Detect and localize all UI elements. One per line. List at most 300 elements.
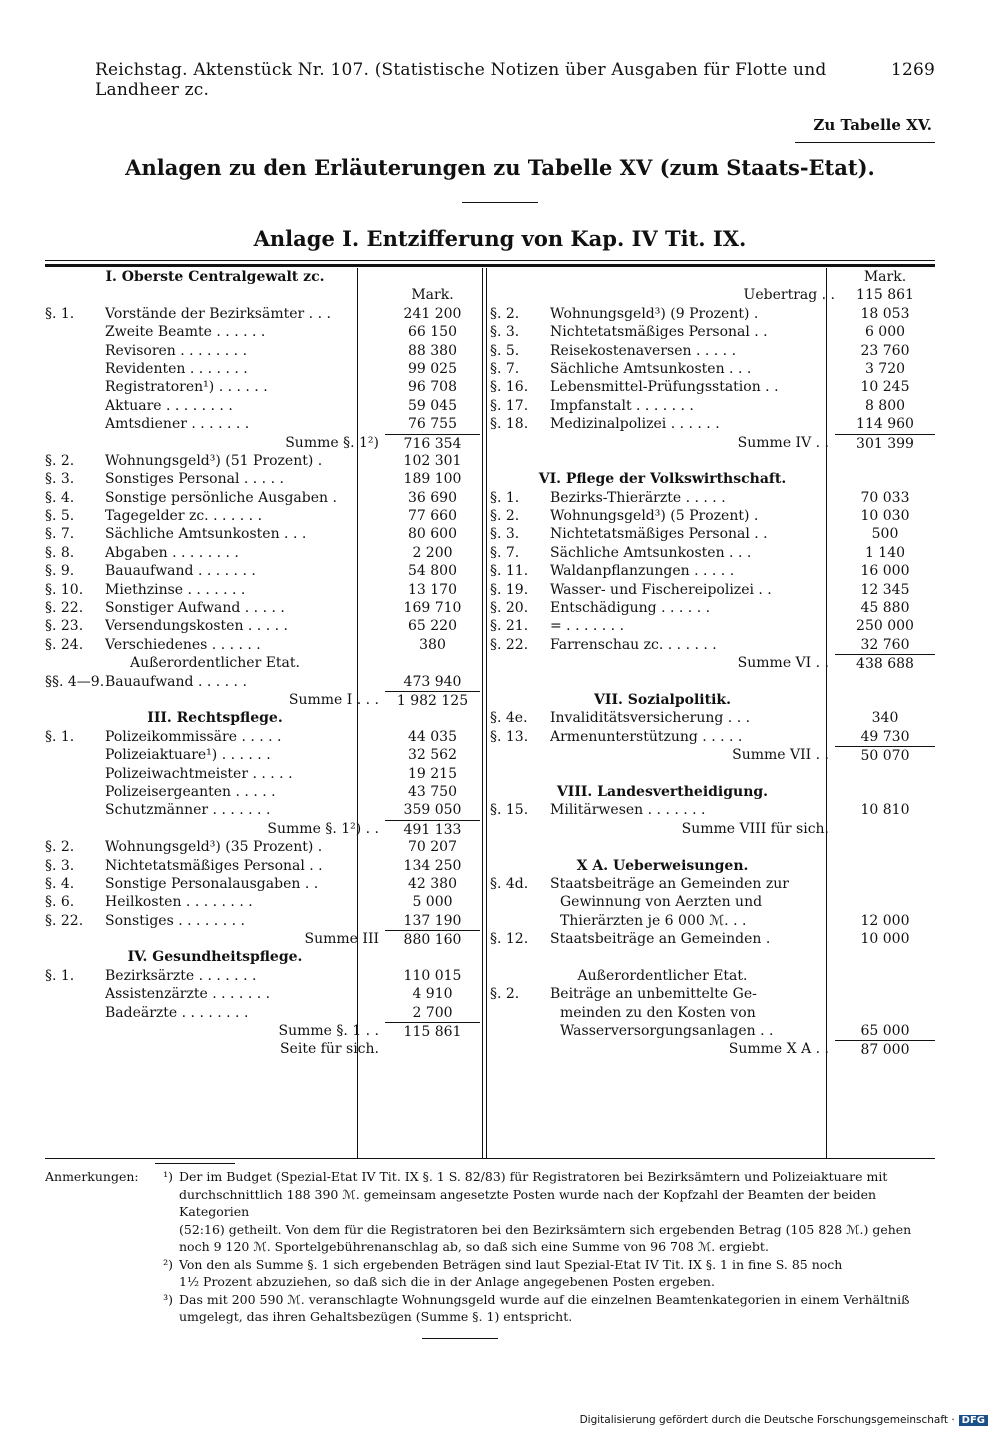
paragraph-number: §. 5. (45, 508, 75, 525)
amount-cell: 10 810 (860, 802, 910, 819)
table-row (45, 599, 480, 617)
table-row (45, 617, 480, 635)
page-number: 1269 (890, 60, 935, 80)
table-row (45, 838, 480, 856)
sum-amount: 50 070 (835, 746, 935, 764)
amount-cell: 99 025 (408, 360, 457, 377)
divider (422, 1338, 498, 1339)
item-label: Reisekostenaversen . . . . . (550, 342, 737, 359)
amount-cell: 16 000 (860, 563, 910, 580)
amount-cell: 169 710 (403, 600, 462, 617)
amount-cell: 250 000 (856, 618, 914, 635)
table-row (45, 912, 480, 930)
spacer (490, 838, 835, 856)
table-row (490, 948, 935, 966)
page-subtitle: Anlage I. Entzifferung von Kap. IV Tit. IX. (253, 226, 747, 251)
paragraph-number (45, 1004, 105, 1022)
table-row (45, 397, 480, 415)
column-divider (482, 268, 487, 1158)
paragraph-number (45, 801, 105, 819)
amount-cell: 36 690 (408, 489, 457, 506)
amount-cell: 65 220 (408, 618, 457, 635)
amount-cell: 70 033 (860, 489, 910, 506)
paragraph-number: §. 10. (45, 581, 84, 598)
amount-cell: 49 730 (860, 728, 910, 745)
paragraph-number: §. 5. (490, 342, 520, 359)
amount-cell: 32 760 (860, 636, 910, 653)
item-label: Wasserversorgungsanlagen . . (560, 1023, 774, 1040)
paragraph-number: §. 3. (45, 471, 75, 488)
amount-cell: 134 250 (403, 857, 462, 874)
paragraph-number (490, 912, 550, 930)
paragraph-number: §. 8. (45, 544, 75, 561)
item-label: Wohnungsgeld³) (5 Prozent) . (550, 508, 759, 525)
table-row (45, 783, 480, 801)
table-row (45, 434, 480, 452)
table-row (490, 581, 935, 599)
amount-cell: 77 660 (408, 508, 457, 525)
amount-cell: 5 000 (412, 894, 453, 911)
table-row (490, 912, 935, 930)
table-rule (45, 264, 935, 267)
sum-amount: 491 133 (385, 820, 480, 838)
amount-cell: 1 140 (864, 544, 906, 561)
table-row (490, 489, 935, 507)
amount-cell (835, 691, 935, 709)
table-row (490, 801, 935, 819)
amount-cell: 43 750 (408, 783, 457, 800)
amount-cell: 10 030 (860, 508, 910, 525)
footnote-text: durchschnittlich 188 390 ℳ. gemeinsam angesetzte Posten wurde nach der Kopfzahl der Beamten der beiden Kategorien (179, 1186, 877, 1219)
amount-cell: 32 562 (408, 747, 457, 764)
amount-cell (835, 985, 935, 1003)
amount-cell: 4 910 (412, 986, 453, 1003)
amount-cell: 110 015 (403, 967, 462, 984)
paragraph-number (45, 746, 105, 764)
amount-cell (835, 967, 935, 985)
paragraph-number: §. 1. (45, 728, 75, 745)
table-row (490, 967, 935, 985)
table-row (45, 305, 480, 323)
divider (795, 142, 935, 143)
table-row (45, 673, 480, 691)
section-heading: III. Rechtspflege. (147, 710, 283, 727)
table-row (490, 470, 935, 488)
amount-cell: 2 700 (412, 1004, 453, 1021)
spacer (490, 452, 835, 470)
sum-label: Summe X A . . (728, 1041, 829, 1058)
item-label: Bezirks-Thierärzte . . . . . (550, 489, 726, 506)
paragraph-number: §. 18. (490, 416, 529, 433)
amount-cell (835, 893, 935, 911)
item-label: Militärwesen . . . . . . . (550, 802, 706, 819)
footnote-text: Das mit 200 590 ℳ. veranschlagte Wohnungsgeld wurde auf die einzelnen Beamtenkategorien in einem Verhältniß (179, 1291, 910, 1307)
right-column (490, 268, 935, 1059)
amount-cell (835, 765, 935, 783)
paragraph-number (490, 286, 550, 304)
table-row (45, 378, 480, 396)
table-row (45, 654, 480, 672)
spacer (490, 268, 835, 286)
paragraph-number: §. 22. (45, 600, 84, 617)
table-row (490, 360, 935, 378)
footnote-label (45, 1291, 155, 1309)
amount-cell (835, 838, 935, 856)
spacer (490, 765, 835, 783)
table-row (490, 820, 935, 838)
paragraph-number: §. 3. (490, 324, 520, 341)
item-label: Entschädigung . . . . . . (550, 600, 711, 617)
table-row (490, 268, 935, 286)
table-row (45, 1040, 480, 1058)
footnote-text: Der im Budget (Spezial-Etat IV Tit. IX §. 1 S. 82/83) für Registratoren bei Bezirksämtern und Polizeiaktuare mit (179, 1169, 888, 1184)
item-label: Nichtetatsmäßiges Personal . . (550, 526, 768, 543)
amount-cell: 12 000 (860, 912, 910, 929)
paragraph-number (45, 397, 105, 415)
paragraph-number: §. 2. (490, 986, 520, 1003)
section-heading: IV. Gesundheitspflege. (127, 949, 303, 966)
paragraph-number: §. 12. (490, 931, 529, 948)
table-row (490, 286, 935, 304)
amount-cell: 12 345 (860, 581, 910, 598)
item-label: Nichtetatsmäßiges Personal . . (550, 324, 768, 341)
footnote-number: ²) (163, 1256, 173, 1272)
table-row (490, 305, 935, 323)
paragraph-number: §. 22. (45, 912, 84, 929)
table-row (490, 452, 935, 470)
item-label: Lebensmittel-Prüfungsstation . . (550, 379, 779, 396)
amount-cell: 10 000 (860, 931, 910, 948)
sum-amount (835, 820, 935, 838)
table-row (490, 599, 935, 617)
amount-cell: 23 760 (860, 342, 910, 359)
dfg-logo: DFG (959, 1415, 988, 1426)
table-row (45, 820, 480, 838)
amount-cell: 44 035 (408, 728, 457, 745)
item-label: Sächliche Amtsunkosten . . . (550, 360, 752, 377)
sum-amount: 301 399 (835, 434, 935, 452)
section-heading: VII. Sozialpolitik. (594, 691, 731, 708)
footnote-line (45, 1308, 940, 1326)
table-row (45, 636, 480, 654)
amount-cell: 66 150 (408, 324, 457, 341)
section-heading: I. Oberste Centralgewalt zc. (105, 269, 325, 285)
paragraph-number (45, 415, 105, 433)
sum-label: Summe §. 1 . . (278, 1023, 379, 1040)
amount-cell (385, 268, 480, 286)
table-row (490, 673, 935, 691)
table-row (45, 1022, 480, 1040)
item-label: Uebertrag . . (743, 287, 835, 304)
item-label: Staatsbeiträge an Gemeinden zur (550, 875, 789, 892)
table-row (45, 948, 480, 966)
paragraph-number: §. 4d. (490, 875, 529, 892)
item-label: Beiträge an unbemittelte Ge- (550, 986, 757, 1003)
sum-amount (385, 1040, 480, 1058)
table-row (45, 470, 480, 488)
header-title: Reichstag. Aktenstück Nr. 107. (Statistische Notizen über Ausgaben für Flotte und Landheer zc. (95, 60, 827, 100)
footnote-number (155, 1186, 179, 1221)
footnote-label (45, 1273, 155, 1291)
amount-cell: 102 301 (403, 452, 462, 469)
table-row (45, 765, 480, 783)
footnote-line (45, 1186, 940, 1221)
table-row (490, 544, 935, 562)
item-label: Zweite Beamte . . . . . . (105, 324, 266, 341)
paragraph-number: §. 7. (45, 526, 75, 543)
table-rule (45, 1158, 935, 1159)
table-row (45, 728, 480, 746)
sum-label: Summe IV . . (737, 434, 829, 451)
paragraph-number (490, 893, 550, 911)
item-label: Sonstiges Personal . . . . . (105, 471, 284, 488)
amount-cell: 59 045 (408, 397, 457, 414)
paragraph-number: §. 3. (45, 857, 75, 874)
table-row (490, 636, 935, 654)
table-row (490, 562, 935, 580)
table-row (490, 1040, 935, 1058)
paragraph-number (490, 1004, 550, 1022)
spacer (490, 673, 835, 691)
table-row (45, 360, 480, 378)
footnote-line (45, 1291, 940, 1309)
item-label: Aktuare . . . . . . . . (105, 397, 233, 414)
amount-cell: 18 053 (860, 305, 910, 322)
footnote-label (45, 1256, 155, 1274)
table-row (45, 875, 480, 893)
sum-amount: 115 861 (385, 1022, 480, 1040)
sum-label: Summe III (304, 931, 379, 948)
amount-cell (835, 948, 935, 966)
paragraph-number: §. 2. (45, 452, 75, 469)
footnote-line (45, 1221, 940, 1239)
item-label: Waldanpflanzungen . . . . . (550, 563, 735, 580)
sum-amount: 716 354 (385, 434, 480, 452)
paragraph-number: §. 17. (490, 397, 529, 414)
section-heading: VIII. Landesvertheidigung. (556, 783, 769, 800)
amount-cell: 3 720 (864, 360, 906, 377)
sum-amount: 438 688 (835, 654, 935, 672)
table-row (45, 1004, 480, 1022)
item-label: Wohnungsgeld³) (51 Prozent) . (105, 452, 323, 469)
item-label: = . . . . . . . (550, 618, 625, 635)
sum-amount: 1 982 125 (385, 691, 480, 709)
item-label: Tagegelder zc. . . . . . . (105, 508, 263, 525)
table-row (45, 709, 480, 727)
paragraph-number: §. 3. (490, 526, 520, 543)
item-label: Sächliche Amtsunkosten . . . (105, 526, 307, 543)
item-label: Armenunterstützung . . . . . (550, 728, 743, 745)
amount-cell: 80 600 (408, 526, 457, 543)
table-row (45, 893, 480, 911)
table-row (45, 507, 480, 525)
footnote-label (45, 1238, 155, 1256)
table-row (490, 875, 935, 893)
table-row (490, 728, 935, 746)
amount-cell: 340 (871, 710, 899, 727)
item-label: Sonstiger Aufwand . . . . . (105, 600, 285, 617)
paragraph-number (45, 378, 105, 396)
table-row (490, 783, 935, 801)
amount-cell (835, 470, 935, 488)
paragraph-number (45, 985, 105, 1003)
item-label: Revidenten . . . . . . . (105, 360, 248, 377)
paragraph-number: §. 4. (45, 489, 75, 506)
page-title: Anlagen zu den Erläuterungen zu Tabelle XV (zum Staats-Etat). (125, 155, 875, 180)
table-row (490, 985, 935, 1003)
amount-cell (835, 857, 935, 875)
sum-label: Summe §. 1²) . . (267, 820, 379, 837)
sum-label: Summe §. 1²) (285, 434, 379, 451)
table-row (490, 857, 935, 875)
item-label: Amtsdiener . . . . . . . (105, 416, 250, 433)
item-label: Bauaufwand . . . . . . . (105, 563, 256, 580)
amount-cell: 10 245 (860, 379, 910, 396)
item-label: Registratoren¹) . . . . . . (105, 379, 268, 396)
item-label: Verschiedenes . . . . . . (105, 636, 261, 653)
table-row (490, 838, 935, 856)
unit-header: Mark. (411, 287, 454, 304)
paragraph-number: §. 15. (490, 802, 529, 819)
amount-cell: 115 861 (856, 287, 914, 304)
paragraph-number (45, 342, 105, 360)
item-label: Impfanstalt . . . . . . . (550, 397, 694, 414)
footnote-number (155, 1221, 179, 1239)
footnote-text: (52:16) getheilt. Von dem für die Registratoren bei den Bezirksämtern sich ergebenden Betrag (105 828 ℳ.) gehen (179, 1221, 912, 1237)
table-row (45, 268, 480, 286)
table-row (45, 525, 480, 543)
amount-cell (835, 1004, 935, 1022)
item-label: Wasser- und Fischereipolizei . . (550, 581, 772, 598)
amount-cell: 6 000 (864, 324, 906, 341)
paragraph-number: §. 21. (490, 618, 529, 635)
table-row (45, 415, 480, 433)
item-label: Bezirksärzte . . . . . . . (105, 967, 257, 984)
paragraph-number: §. 4e. (490, 710, 528, 727)
amount-cell: 500 (871, 526, 899, 543)
footer (580, 1414, 988, 1426)
footnote-number (155, 1273, 179, 1291)
sum-label: Summe I . . . (288, 691, 379, 708)
footnotes (45, 1168, 940, 1326)
table-rule (45, 260, 935, 261)
amount-cell (385, 654, 480, 672)
divider (462, 202, 538, 203)
paragraph-number (45, 323, 105, 341)
amount-cell: 45 880 (860, 600, 910, 617)
item-label: Polizeisergeanten . . . . . (105, 783, 276, 800)
table-row (45, 286, 480, 304)
footnote-rule (155, 1163, 235, 1164)
sum-label: Summe VI . . (737, 655, 829, 672)
table-row (45, 323, 480, 341)
amount-cell (385, 709, 480, 727)
section-heading: Außerordentlicher Etat. (130, 655, 300, 672)
left-column (45, 268, 480, 1059)
item-label: Thierärzten je 6 000 ℳ. . . (560, 912, 747, 929)
paragraph-number (490, 1022, 550, 1040)
table-row (45, 746, 480, 764)
table-row (490, 746, 935, 764)
paragraph-number (45, 360, 105, 378)
amount-cell: 70 207 (408, 839, 457, 856)
running-header (95, 60, 935, 100)
table-row (45, 985, 480, 1003)
paragraph-number: §§. 4—9. (45, 673, 105, 690)
paragraph-number: §. 22. (490, 636, 529, 653)
sum-label: Summe VIII für sich. (681, 820, 829, 837)
footnote-label (45, 1308, 155, 1326)
table-row (490, 378, 935, 396)
footnote-line (45, 1238, 940, 1256)
amount-cell (835, 875, 935, 893)
amount-cell: 88 380 (408, 342, 457, 359)
paragraph-number: §. 1. (45, 305, 75, 322)
table-row (490, 434, 935, 452)
footnote-line (45, 1273, 940, 1291)
table-row (45, 544, 480, 562)
sum-label: Summe VII . . (732, 747, 829, 764)
table-row (490, 930, 935, 948)
amount-cell: 13 170 (408, 581, 457, 598)
table-row (45, 342, 480, 360)
paragraph-number: §. 11. (490, 563, 529, 580)
item-label: Abgaben . . . . . . . . (105, 544, 239, 561)
table-row (490, 507, 935, 525)
amount-cell: 65 000 (860, 1023, 910, 1040)
item-label: Miethzinse . . . . . . . (105, 581, 246, 598)
paragraph-number: §. 9. (45, 563, 75, 580)
table-row (490, 893, 935, 911)
paragraph-number: §. 2. (490, 508, 520, 525)
sum-amount: 87 000 (835, 1040, 935, 1058)
paragraph-number: §. 16. (490, 379, 529, 396)
table-row (490, 654, 935, 672)
paragraph-number: §. 23. (45, 618, 84, 635)
amount-cell (385, 948, 480, 966)
paragraph-number: §. 4. (45, 875, 75, 892)
amount-cell (835, 452, 935, 470)
item-label: Sächliche Amtsunkosten . . . (550, 544, 752, 561)
amount-cell: 42 380 (408, 875, 457, 892)
footnote-number: ³) (163, 1291, 173, 1307)
item-label: Vorstände der Bezirksämter . . . (105, 305, 331, 322)
item-label: Farrenschau zc. . . . . . . (550, 636, 717, 653)
footnote-label (45, 1221, 155, 1239)
table-row (490, 342, 935, 360)
footnote-line (45, 1256, 940, 1274)
spacer (490, 948, 835, 966)
amount-cell: 2 200 (412, 544, 453, 561)
item-label: Sonstige persönliche Ausgaben . (105, 489, 337, 506)
footer-text: Digitalisierung gefördert durch die Deutsche Forschungsgemeinschaft · (579, 1414, 955, 1426)
amount-cell: 76 755 (408, 416, 457, 433)
amount-cell: 241 200 (403, 305, 462, 322)
table-row (45, 562, 480, 580)
amount-cell: 380 (419, 636, 446, 653)
paragraph-number: §. 20. (490, 600, 529, 617)
paragraph-number: §. 1. (45, 967, 75, 984)
item-label: Invaliditätsversicherung . . . (550, 710, 751, 727)
footnote-label (45, 1186, 155, 1221)
item-label: Badeärzte . . . . . . . . (105, 1004, 249, 1021)
table-row (490, 323, 935, 341)
item-label: Staatsbeiträge an Gemeinden . (550, 931, 771, 948)
paragraph-number: §. 7. (490, 544, 520, 561)
amount-cell: 54 800 (408, 563, 457, 580)
table-row (45, 857, 480, 875)
footnote-text: noch 9 120 ℳ. Sportelgebührenanschlag ab, so daß sich eine Summe von 96 708 ℳ. ergiebt. (179, 1239, 769, 1254)
